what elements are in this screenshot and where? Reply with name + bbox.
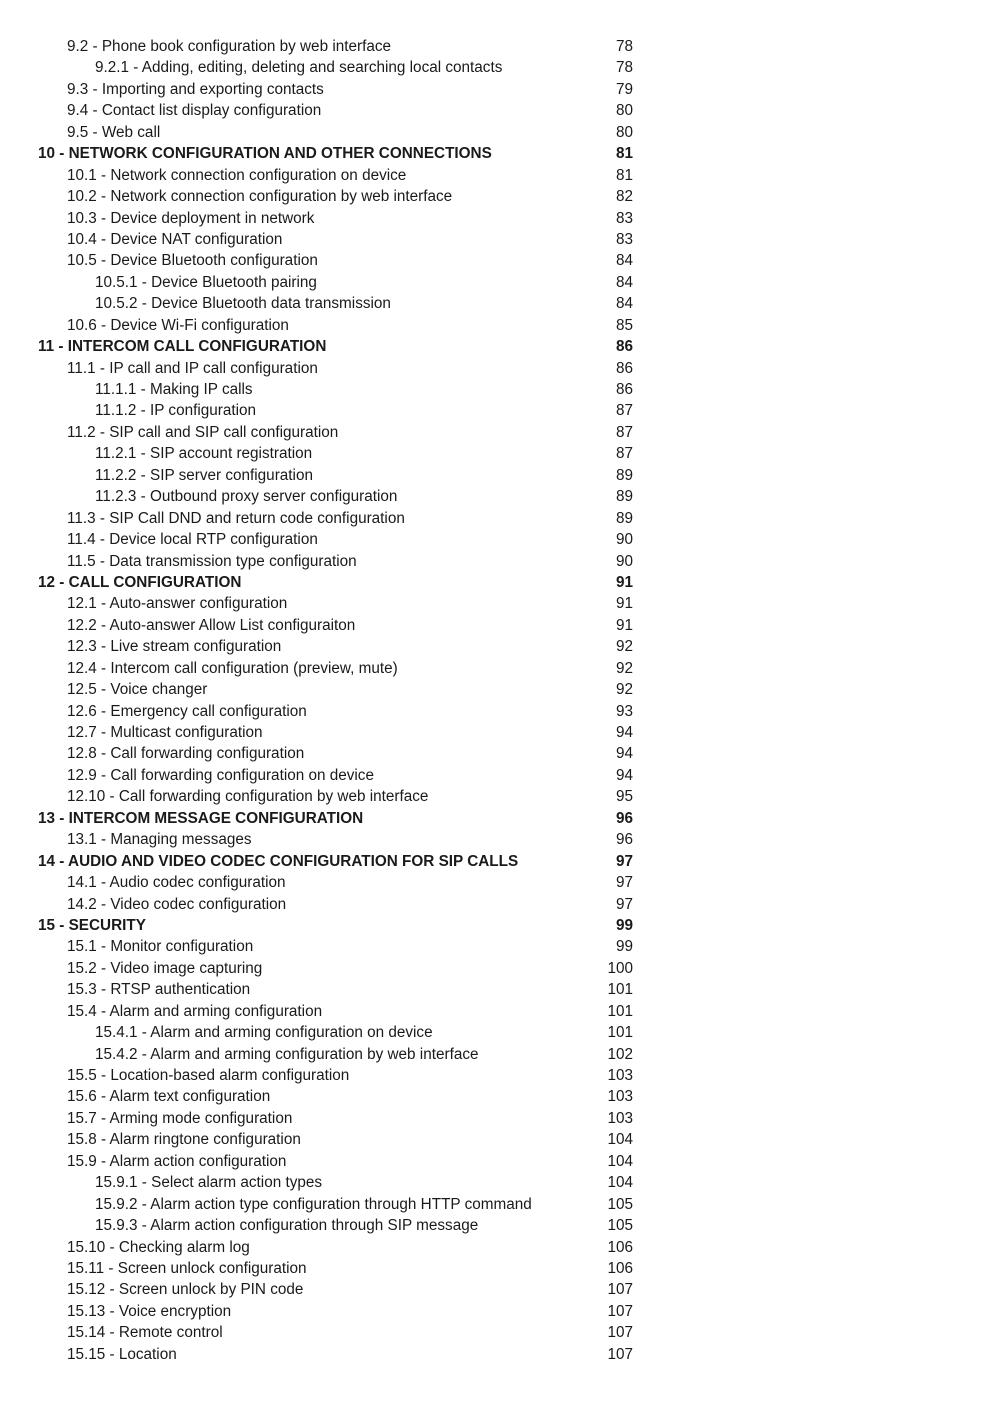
- toc-entry-title: 12 - CALL CONFIGURATION: [38, 573, 242, 591]
- toc-entry-title: 10.2 - Network connection configuration by web interface: [67, 188, 453, 206]
- toc-entry-page-number: 106: [607, 1259, 633, 1277]
- toc-entry-page-number: 104: [607, 1131, 633, 1149]
- toc-section-row[interactable]: [38, 422, 633, 443]
- toc-entry-title: 10.4 - Device NAT configuration: [67, 230, 283, 248]
- toc-entry-title: 14 - AUDIO AND VIDEO CODEC CONFIGURATION FOR SIP CALLS: [38, 852, 519, 870]
- toc-entry-title: 15.5 - Location-based alarm configuration: [67, 1067, 350, 1084]
- toc-entry-page-number: 101: [607, 981, 633, 999]
- toc-entry-title: 15.1 - Monitor configuration: [67, 938, 254, 956]
- toc-entry-page-number: 80: [615, 123, 633, 141]
- toc-section-row[interactable]: [38, 743, 633, 764]
- toc-entry-page-number: 107: [607, 1345, 633, 1363]
- toc-section-row[interactable]: [38, 1322, 633, 1343]
- toc-entry-page-number: 106: [607, 1238, 633, 1256]
- toc-entry-page-number: 79: [615, 80, 633, 98]
- toc-entry-title: 15.6 - Alarm text configuration: [67, 1088, 271, 1106]
- toc-subsection-row[interactable]: [38, 272, 633, 293]
- toc-entry-title: 9.4 - Contact list display configuration: [67, 102, 322, 120]
- toc-subsection-row[interactable]: [38, 400, 633, 421]
- toc-entry-title: 15.9.2 - Alarm action type configuration through HTTP command: [95, 1195, 532, 1213]
- toc-entry-title: 9.3 - Importing and exporting contacts: [67, 80, 324, 98]
- toc-entry-page-number: 99: [615, 916, 633, 934]
- toc-section-row[interactable]: [38, 1237, 633, 1258]
- toc-entry-page-number: 92: [615, 638, 633, 656]
- toc-section-row[interactable]: [38, 1258, 633, 1279]
- toc-entry-title: 11.2.3 - Outbound proxy server configuration: [95, 488, 398, 506]
- toc-subsection-row[interactable]: [38, 486, 633, 507]
- toc-entry-page-number: 92: [615, 659, 633, 677]
- toc-entry-title: 10.6 - Device Wi-Fi configuration: [67, 316, 289, 334]
- toc-entry-page-number: 101: [607, 1002, 633, 1020]
- toc-entry-title: 15.4 - Alarm and arming configuration: [67, 1002, 323, 1020]
- toc-entry-page-number: 89: [615, 509, 633, 527]
- toc-entry-page-number: 104: [607, 1152, 633, 1170]
- toc-entry-title: 13 - INTERCOM MESSAGE CONFIGURATION: [38, 809, 364, 827]
- toc-entry-title: 9.2.1 - Adding, editing, deleting and searching local contacts: [95, 59, 503, 77]
- toc-entry-title: 12.1 - Auto-answer configuration: [67, 595, 288, 613]
- toc-entry-page-number: 107: [607, 1324, 633, 1342]
- toc-entry-page-number: 95: [615, 788, 633, 806]
- toc-entry-title: 15.15 - Location: [67, 1345, 177, 1363]
- toc-entry-page-number: 82: [615, 188, 633, 206]
- toc-section-row[interactable]: [38, 786, 633, 807]
- toc-entry-title: 11.4 - Device local RTP configuration: [67, 531, 318, 549]
- toc-section-row[interactable]: [38, 229, 633, 250]
- toc-entry-title: 12.8 - Call forwarding configuration: [67, 745, 305, 763]
- toc-entry-title: 11.1.1 - Making IP calls: [95, 381, 253, 398]
- toc-entry-title: 11.1 - IP call and IP call configuration: [67, 359, 318, 377]
- toc-entry-title: 15.2 - Video image capturing: [67, 959, 263, 977]
- toc-chapter-row[interactable]: [38, 915, 633, 936]
- toc-section-row[interactable]: [38, 100, 633, 121]
- toc-entry-page-number: 83: [615, 230, 633, 248]
- toc-entry-title: 14.1 - Audio codec configuration: [67, 874, 286, 892]
- toc-entry-page-number: 105: [607, 1195, 633, 1213]
- toc-section-row[interactable]: [38, 186, 633, 207]
- toc-section-row[interactable]: [38, 658, 633, 679]
- toc-entry-title: 14.2 - Video codec configuration: [67, 895, 287, 913]
- toc-section-row[interactable]: [38, 722, 633, 743]
- toc-entry-page-number: 87: [615, 423, 633, 441]
- toc-entry-title: 15.9.3 - Alarm action configuration through SIP message: [95, 1217, 479, 1235]
- toc-entry-page-number: 96: [615, 831, 633, 849]
- toc-entry-page-number: 90: [615, 552, 633, 570]
- toc-section-row[interactable]: [38, 679, 633, 700]
- toc-entry-title: 15.8 - Alarm ringtone configuration: [67, 1131, 301, 1149]
- toc-entry-title: 15.9.1 - Select alarm action types: [95, 1174, 323, 1192]
- toc-section-row[interactable]: [38, 1086, 633, 1107]
- toc-section-row[interactable]: [38, 122, 633, 143]
- toc-entry-title: 15.9 - Alarm action configuration: [67, 1152, 287, 1170]
- toc-section-row[interactable]: [38, 615, 633, 636]
- toc-section-row[interactable]: [38, 208, 633, 229]
- toc-section-row[interactable]: [38, 36, 633, 57]
- toc-entry-page-number: 100: [607, 959, 633, 977]
- toc-section-row[interactable]: [38, 315, 633, 336]
- toc-entry-page-number: 102: [607, 1045, 633, 1063]
- toc-entry-title: 10.1 - Network connection configuration on device: [67, 166, 407, 184]
- toc-entry-page-number: 93: [615, 702, 633, 720]
- toc-section-row[interactable]: [38, 979, 633, 1000]
- toc-chapter-row[interactable]: [38, 143, 633, 164]
- toc-entry-title: 12.3 - Live stream configuration: [67, 638, 282, 656]
- toc-entry-title: 11.3 - SIP Call DND and return code configuration: [67, 509, 405, 527]
- toc-subsection-row[interactable]: [38, 1172, 633, 1193]
- toc-chapter-row[interactable]: [38, 336, 633, 357]
- toc-entry-page-number: 86: [615, 381, 633, 398]
- toc-entry-title: 15.3 - RTSP authentication: [67, 981, 251, 999]
- toc-entry-title: 10.5.1 - Device Bluetooth pairing: [95, 273, 317, 291]
- toc-entry-page-number: 86: [615, 359, 633, 377]
- toc-entry-page-number: 91: [615, 573, 633, 591]
- toc-section-row[interactable]: [38, 765, 633, 786]
- toc-section-row[interactable]: [38, 894, 633, 915]
- toc-section-row[interactable]: [38, 872, 633, 893]
- toc-entry-title: 12.6 - Emergency call configuration: [67, 702, 307, 720]
- toc-entry-page-number: 105: [607, 1217, 633, 1235]
- toc-entry-page-number: 87: [615, 445, 633, 463]
- toc-entry-page-number: 94: [615, 724, 633, 741]
- toc-subsection-row[interactable]: [38, 1044, 633, 1065]
- toc-entry-title: 15.14 - Remote control: [67, 1324, 223, 1342]
- toc-entry-title: 12.7 - Multicast configuration: [67, 724, 263, 741]
- toc-entry-page-number: 91: [615, 595, 633, 613]
- toc-entry-title: 11.2.2 - SIP server configuration: [95, 466, 313, 484]
- toc-entry-title: 11.5 - Data transmission type configuration: [67, 552, 357, 570]
- toc-entry-page-number: 94: [615, 745, 633, 763]
- toc-entry-page-number: 101: [607, 1024, 633, 1042]
- toc-entry-page-number: 97: [615, 852, 633, 870]
- toc-section-row[interactable]: [38, 636, 633, 657]
- toc-entry-title: 11.2.1 - SIP account registration: [95, 445, 313, 463]
- toc-entry-page-number: 92: [615, 681, 633, 699]
- toc-entry-page-number: 107: [607, 1281, 633, 1299]
- toc-entry-page-number: 99: [615, 938, 633, 956]
- toc-chapter-row[interactable]: [38, 572, 633, 593]
- toc-section-row[interactable]: [38, 1065, 633, 1086]
- toc-entry-page-number: 103: [607, 1109, 633, 1127]
- toc-entry-page-number: 89: [615, 466, 633, 484]
- toc-entry-page-number: 83: [615, 209, 633, 227]
- toc-entry-page-number: 87: [615, 402, 633, 420]
- toc-section-row[interactable]: [38, 1108, 633, 1129]
- toc-entry-title: 12.4 - Intercom call configuration (preview, mute): [67, 659, 398, 677]
- toc-entry-title: 12.9 - Call forwarding configuration on device: [67, 766, 374, 784]
- toc-section-row[interactable]: [38, 1344, 633, 1365]
- toc-entry-title: 9.5 - Web call: [67, 123, 161, 141]
- toc-entry-page-number: 81: [615, 166, 633, 184]
- toc-entry-title: 9.2 - Phone book configuration by web interface: [67, 38, 391, 55]
- toc-chapter-row[interactable]: [38, 851, 633, 872]
- toc-section-row[interactable]: [38, 79, 633, 100]
- toc-section-row[interactable]: [38, 529, 633, 550]
- toc-section-row[interactable]: [38, 701, 633, 722]
- toc-entry-page-number: 85: [615, 316, 633, 334]
- toc-entry-page-number: 89: [615, 488, 633, 506]
- toc-section-row[interactable]: [38, 1151, 633, 1172]
- toc-entry-title: 10.3 - Device deployment in network: [67, 209, 315, 227]
- toc-entry-title: 13.1 - Managing messages: [67, 831, 252, 849]
- toc-entry-title: 15.12 - Screen unlock by PIN code: [67, 1281, 304, 1299]
- toc-entry-title: 15.10 - Checking alarm log: [67, 1238, 250, 1256]
- toc-entry-page-number: 84: [615, 252, 633, 270]
- toc-entry-page-number: 91: [615, 616, 633, 634]
- toc-entry-page-number: 103: [607, 1067, 633, 1084]
- toc-section-row[interactable]: [38, 551, 633, 572]
- toc-entry-page-number: 78: [615, 38, 633, 55]
- toc-section-row[interactable]: [38, 250, 633, 271]
- toc-entry-title: 15.11 - Screen unlock configuration: [67, 1259, 307, 1277]
- toc-subsection-row[interactable]: [38, 443, 633, 464]
- toc-entry-page-number: 80: [615, 102, 633, 120]
- toc-subsection-row[interactable]: [38, 379, 633, 400]
- toc-subsection-row[interactable]: [38, 293, 633, 314]
- toc-entry-page-number: 97: [615, 895, 633, 913]
- toc-subsection-row[interactable]: [38, 57, 633, 78]
- toc-entry-title: 12.2 - Auto-answer Allow List configuraiton: [67, 616, 356, 634]
- toc-entry-title: 12.10 - Call forwarding configuration by web interface: [67, 788, 429, 806]
- toc-section-row[interactable]: [38, 1001, 633, 1022]
- toc-chapter-row[interactable]: [38, 808, 633, 829]
- toc-entry-title: 15.4.1 - Alarm and arming configuration on device: [95, 1024, 433, 1042]
- toc-entry-page-number: 107: [607, 1302, 633, 1320]
- toc-entry-title: 10.5.2 - Device Bluetooth data transmission: [95, 295, 391, 313]
- toc-entry-title: 10 - NETWORK CONFIGURATION AND OTHER CONNECTIONS: [38, 145, 492, 163]
- toc-subsection-row[interactable]: [38, 1194, 633, 1215]
- toc-section-row[interactable]: [38, 936, 633, 957]
- toc-section-row[interactable]: [38, 829, 633, 850]
- toc-entry-title: 11.2 - SIP call and SIP call configuration: [67, 423, 339, 441]
- toc-subsection-row[interactable]: [38, 1215, 633, 1236]
- toc-entry-page-number: 90: [615, 531, 633, 549]
- toc-section-row[interactable]: [38, 358, 633, 379]
- toc-entry-page-number: 94: [615, 766, 633, 784]
- toc-section-row[interactable]: [38, 165, 633, 186]
- toc-section-row[interactable]: [38, 1301, 633, 1322]
- toc-entry-page-number: 104: [607, 1174, 633, 1192]
- toc-entry-title: 12.5 - Voice changer: [67, 681, 208, 699]
- toc-entry-title: 11.1.2 - IP configuration: [95, 402, 257, 420]
- toc-entry-title: 15.7 - Arming mode configuration: [67, 1109, 293, 1127]
- toc-section-row[interactable]: [38, 1129, 633, 1150]
- toc-entry-page-number: 97: [615, 874, 633, 892]
- toc-entry-title: 11 - INTERCOM CALL CONFIGURATION: [38, 338, 327, 356]
- toc-section-row[interactable]: [38, 508, 633, 529]
- toc-entry-title: 15.4.2 - Alarm and arming configuration by web interface: [95, 1045, 479, 1063]
- toc-entry-page-number: 86: [615, 338, 633, 356]
- toc-entry-page-number: 84: [615, 295, 633, 313]
- table-of-contents: [38, 36, 633, 1365]
- toc-entry-page-number: 78: [615, 59, 633, 77]
- toc-entry-page-number: 81: [615, 145, 633, 163]
- toc-entry-page-number: 84: [615, 273, 633, 291]
- toc-section-row[interactable]: [38, 958, 633, 979]
- toc-entry-title: 15.13 - Voice encryption: [67, 1302, 232, 1320]
- toc-entry-title: 10.5 - Device Bluetooth configuration: [67, 252, 318, 270]
- toc-entry-page-number: 96: [615, 809, 633, 827]
- toc-entry-page-number: 103: [607, 1088, 633, 1106]
- toc-entry-title: 15 - SECURITY: [38, 916, 146, 934]
- toc-section-row[interactable]: [38, 1279, 633, 1300]
- toc-section-row[interactable]: [38, 593, 633, 614]
- toc-subsection-row[interactable]: [38, 1022, 633, 1043]
- toc-subsection-row[interactable]: [38, 465, 633, 486]
